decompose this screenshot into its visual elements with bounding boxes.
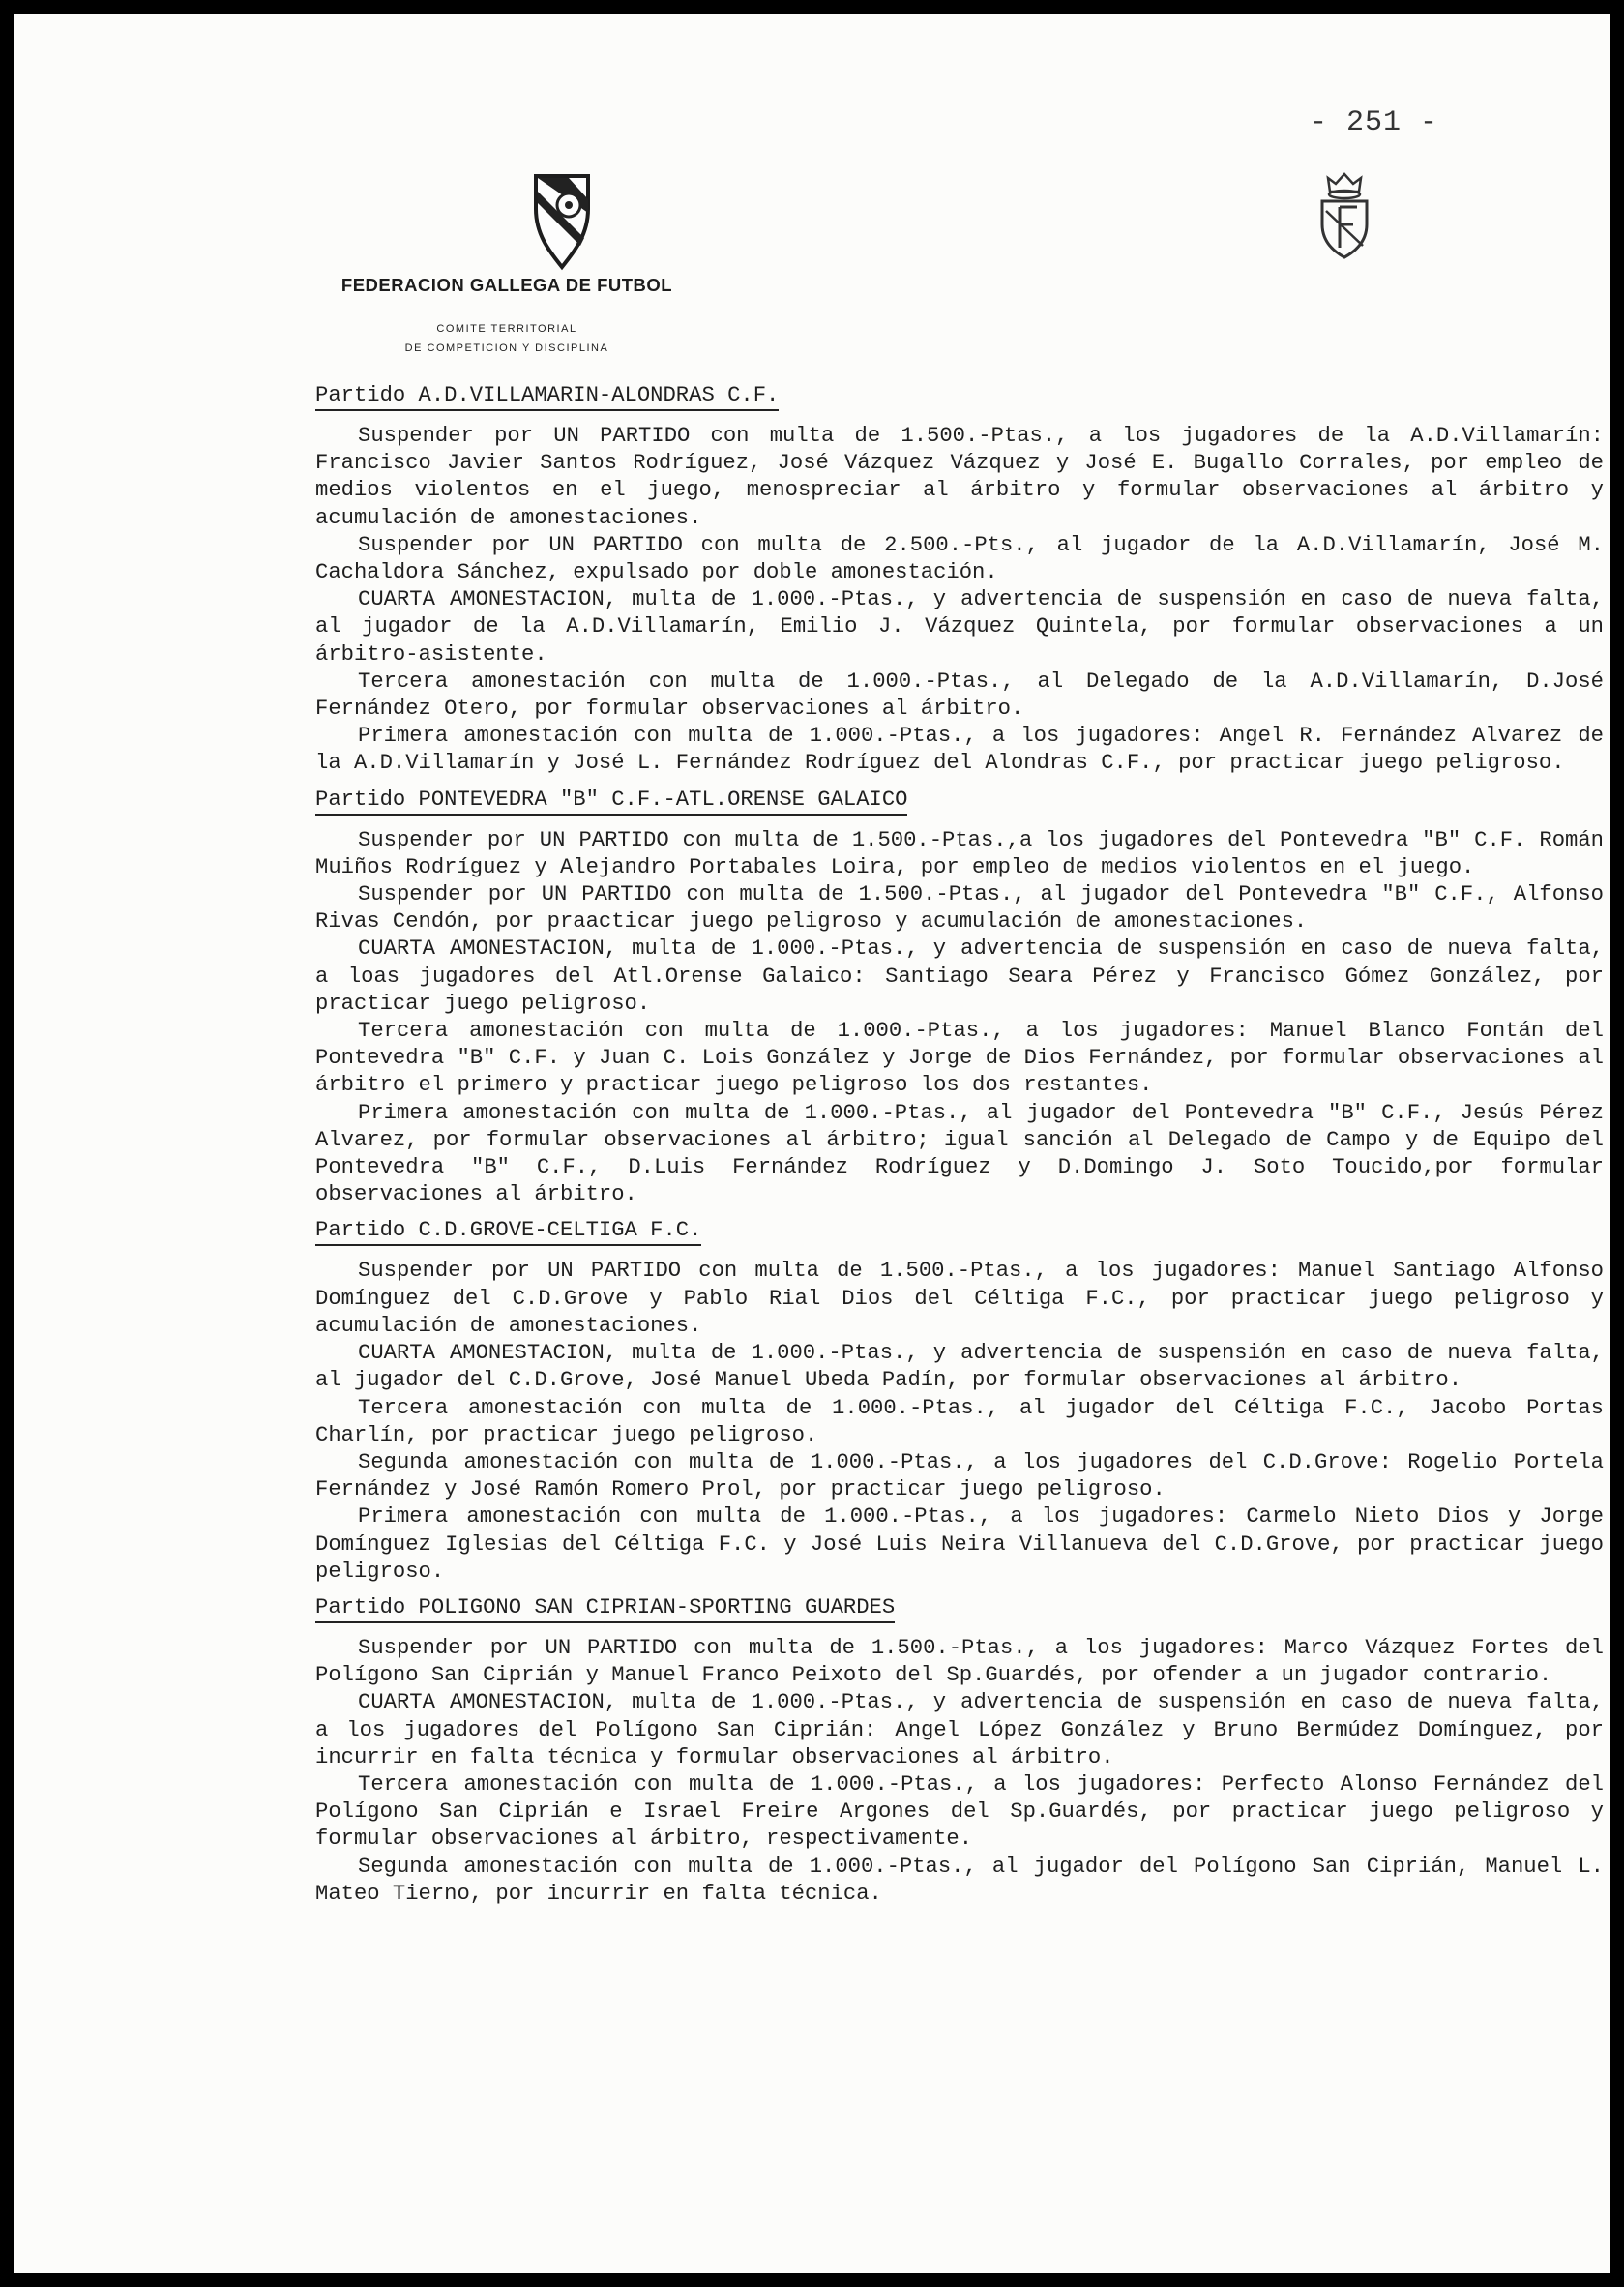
section-paragraph: Suspender por UN PARTIDO con multa de 1.500.-Ptas.,a los jugadores del Pontevedra "B" C.F. Román Muiños Rodríguez y Alejandro Portabales Loira, por empleo de medios violentos en el juego. (315, 827, 1604, 879)
section-title-villamarin: Partido A.D.VILLAMARIN-ALONDRAS C.F. (315, 383, 779, 411)
section-paragraph: Primera amonestación con multa de 1.000.-Ptas., a los jugadores: Carmelo Nieto Dios y Jorge Domínguez Iglesias del Céltiga F.C. y José Luis Neira Villanueva del C.D.Grove, por practicar juego peligroso. (315, 1504, 1604, 1584)
rfef-crown-crest-icon (1314, 168, 1374, 261)
fgf-crest-icon (530, 170, 594, 271)
section-paragraph: CUARTA AMONESTACION, multa de 1.000.-Ptas., y advertencia de suspensión en caso de nueva falta, a los jugadores del Polígono San Ciprián: Angel López González y Bruno Bermúdez Domínguez, por incurrir en falta técnica y formular observaciones al árbitro. (315, 1690, 1604, 1769)
page-number: - 251 - (1310, 106, 1439, 139)
section-paragraph: CUARTA AMONESTACION, multa de 1.000.-Ptas., y advertencia de suspensión en caso de nueva falta, al jugador del C.D.Grove, José Manuel Ubeda Padín, por formular observaciones al árbitro. (315, 1341, 1604, 1393)
section-paragraph: Suspender por UN PARTIDO con multa de 1.500.-Ptas., a los jugadores: Marco Vázquez Fortes del Polígono San Ciprián y Manuel Franco Peixoto del Sp.Guardés, por ofender a un jugador contrario. (315, 1635, 1604, 1688)
section-paragraph: Suspender por UN PARTIDO con multa de 1.500.-Ptas., a los jugadores: Manuel Santiago Alfonso Domínguez del C.D.Grove y Pablo Rial Dios del Céltiga F.C., por practicar juego peligroso y acumulación de amonestaciones. (315, 1259, 1604, 1338)
document-page (14, 14, 1610, 2273)
section-paragraph: Primera amonestación con multa de 1.000.-Ptas., a los jugadores: Angel R. Fernández Alvarez de la A.D.Villamarín y José L. Fernández Rodríguez del Alondras C.F., por practicar juego peligroso. (315, 724, 1604, 776)
organization-name: FEDERACION GALLEGA DE FUTBOL (340, 275, 673, 295)
section-paragraph: CUARTA AMONESTACION, multa de 1.000.-Ptas., y advertencia de suspensión en caso de nueva falta, al jugador de la A.D.Villamarín, Emilio J. Vázquez Quintela, por formular observaciones a un árbitro-asistente. (315, 587, 1604, 667)
section-paragraph: Segunda amonestación con multa de 1.000.-Ptas., a los jugadores del C.D.Grove: Rogelio Portela Fernández y José Ramón Romero Prol, por practicar juego peligroso. (315, 1449, 1604, 1502)
document-body (315, 375, 1604, 1908)
section-paragraph: Segunda amonestación con multa de 1.000.-Ptas., al jugador del Polígono San Ciprián, Manuel L. Mateo Tierno, por incurrir en falta técnica. (315, 1854, 1604, 1906)
section-paragraph: Tercera amonestación con multa de 1.000.-Ptas., a los jugadores: Manuel Blanco Fontán del Pontevedra "B" C.F. y Juan C. Lois González y Jorge de Dios Fernández, por formular observaciones al árbitro el primero y practicar juego peligroso los dos restantes. (315, 1019, 1604, 1098)
section-paragraph: CUARTA AMONESTACION, multa de 1.000.-Ptas., y advertencia de suspensión en caso de nueva falta, a loas jugadores del Atl.Orense Galaico: Santiago Seara Pérez y Francisco Gómez González, por practicar juego peligroso. (315, 936, 1604, 1016)
section-title-grove: Partido C.D.GROVE-CELTIGA F.C. (315, 1218, 701, 1246)
organization-subtitle-line1: COMITE TERRITORIAL (436, 323, 577, 335)
section-paragraph: Suspender por UN PARTIDO con multa de 1.500.-Ptas., a los jugadores de la A.D.Villamarín: Francisco Javier Santos Rodríguez, José Vázquez Vázquez y José E. Bugallo Corrales, por empleo de medios violentos en el juego, menospreciar al árbitro y formular observaciones al árbitro y acumulación de amonestaciones. (315, 424, 1604, 530)
section-title-pontevedra: Partido PONTEVEDRA "B" C.F.-ATL.ORENSE GALAICO (315, 787, 907, 816)
section-paragraph: Primera amonestación con multa de 1.000.-Ptas., al jugador del Pontevedra "B" C.F., Jesús Pérez Alvarez, por formular observaciones al árbitro; igual sanción al Delegado de Campo y de Equipo del Pontevedra "B" C.F., D.Luis Fernández Rodríguez y D.Domingo J. Soto Toucido,por formular observaciones al árbitro. (315, 1100, 1604, 1207)
section-paragraph: Tercera amonestación con multa de 1.000.-Ptas., al jugador del Céltiga F.C., Jacobo Portas Charlín, por practicar juego peligroso. (315, 1395, 1604, 1447)
section-paragraph: Suspender por UN PARTIDO con multa de 2.500.-Pts., al jugador de la A.D.Villamarín, José M. Cachaldora Sánchez, expulsado por doble amonestación. (315, 532, 1604, 585)
section-paragraph: Suspender por UN PARTIDO con multa de 1.500.-Ptas., al jugador del Pontevedra "B" C.F., Alfonso Rivas Cendón, por praacticar juego peligroso y acumulación de amonestaciones. (315, 882, 1604, 935)
section-paragraph: Tercera amonestación con multa de 1.000.-Ptas., a los jugadores: Perfecto Alonso Fernández del Polígono San Ciprián e Israel Freire Argones del Sp.Guardés, por practicar juego peligroso y formular observaciones al árbitro, respectivamente. (315, 1771, 1604, 1852)
organization-subtitle-line2: DE COMPETICION Y DISCIPLINA (404, 342, 609, 354)
section-paragraph: Tercera amonestación con multa de 1.000.-Ptas., al Delegado de la A.D.Villamarín, D.José Fernández Otero, por formular observaciones al árbitro. (315, 668, 1604, 722)
section-title-poligono: Partido POLIGONO SAN CIPRIAN-SPORTING GUARDES (315, 1595, 895, 1623)
